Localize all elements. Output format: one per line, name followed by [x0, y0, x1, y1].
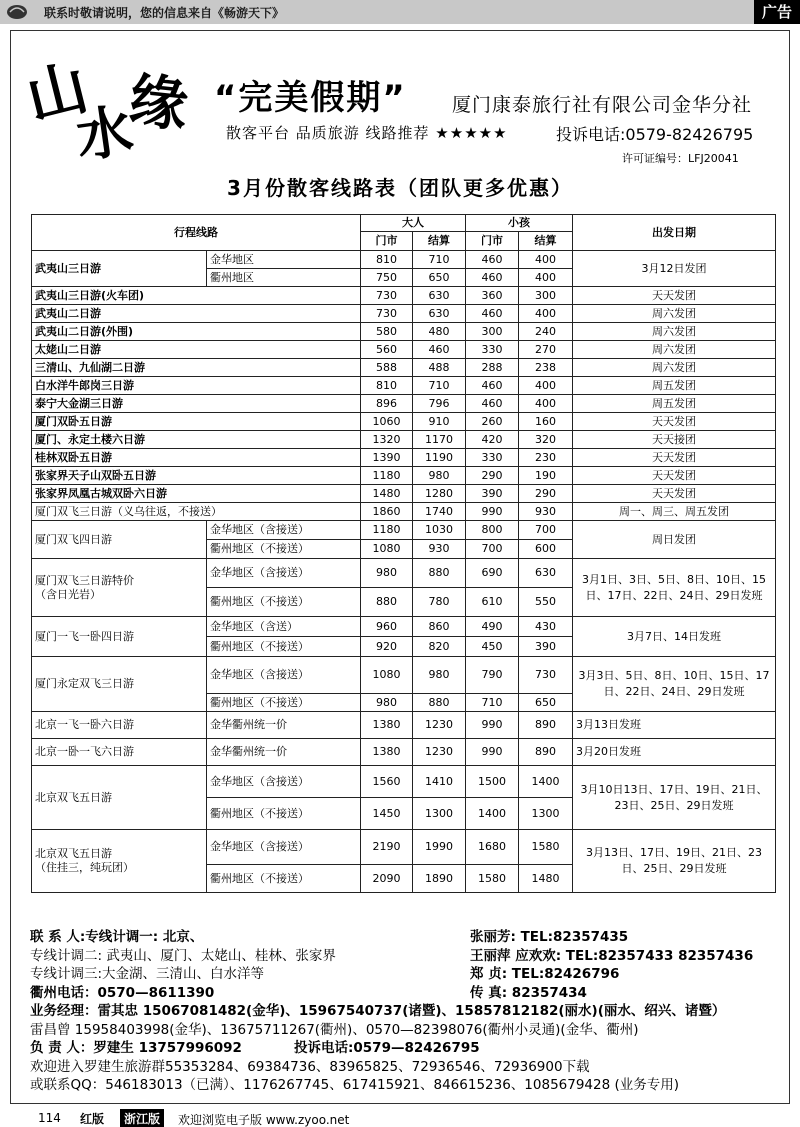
- route-name: 泰宁大金湖三日游: [32, 395, 361, 413]
- table-row: [32, 657, 776, 694]
- region: 金华地区（含接送）: [207, 766, 361, 798]
- child-market: 1500: [466, 766, 519, 798]
- company-name: 厦门康泰旅行社有限公司金华分社: [452, 94, 753, 116]
- adult-settle: 1990: [413, 830, 466, 865]
- child-market: 1580: [466, 865, 519, 893]
- child-market: 1680: [466, 830, 519, 865]
- departure-date: 天天发团: [573, 449, 776, 467]
- route-table: [31, 214, 776, 893]
- departure-date: 天天发团: [573, 467, 776, 485]
- contact-dispatcher-3: 专线计调三:大金湖、三清山、白水洋等: [30, 966, 265, 982]
- adult-market: 980: [361, 559, 413, 588]
- contact-dispatcher-1: 联 系 人:专线计调一: 北京、: [30, 929, 204, 945]
- header-child-market: 门市: [466, 232, 519, 251]
- region: 金华地区（含送）: [207, 617, 361, 637]
- child-market: 800: [466, 521, 519, 540]
- child-settle: 1300: [519, 798, 573, 830]
- region: 衢州地区（不接送）: [207, 540, 361, 559]
- brand-logo: [19, 46, 220, 171]
- region: 衢州地区（不接送）: [207, 694, 361, 712]
- table-row: [32, 467, 776, 485]
- slogan: 散客平台 品质旅游 线路推荐 ★★★★★: [226, 124, 508, 142]
- adult-market: 730: [361, 305, 413, 323]
- adult-market: 1180: [361, 467, 413, 485]
- table-row: [32, 395, 776, 413]
- contact-line: [30, 1039, 790, 1058]
- ad-label: 广告: [754, 0, 800, 24]
- region-badge: 浙江版: [120, 1109, 164, 1127]
- child-settle: 700: [519, 521, 573, 540]
- adult-market: 1380: [361, 739, 413, 766]
- table-row: [32, 323, 776, 341]
- route-name: 武夷山三日游: [32, 251, 207, 287]
- child-settle: 270: [519, 341, 573, 359]
- adult-settle: 880: [413, 559, 466, 588]
- child-market: 700: [466, 540, 519, 559]
- child-market: 360: [466, 287, 519, 305]
- region: 衢州地区（不接送）: [207, 798, 361, 830]
- child-market: 460: [466, 251, 519, 269]
- route-name: 厦门永定双飞三日游: [32, 657, 207, 712]
- adult-market: 810: [361, 377, 413, 395]
- departure-date: 3月12日发团: [573, 251, 776, 287]
- child-market: 460: [466, 269, 519, 287]
- region: 衢州地区（不接送）: [207, 588, 361, 617]
- route-name: 三清山、九仙湖二日游: [32, 359, 361, 377]
- child-market: 260: [466, 413, 519, 431]
- contact-line: [30, 965, 790, 984]
- adult-market: 1060: [361, 413, 413, 431]
- child-market: 790: [466, 657, 519, 694]
- adult-market: 1320: [361, 431, 413, 449]
- table-row: [32, 521, 776, 540]
- website-link[interactable]: 欢迎浏览电子版 www.zyoo.net: [178, 1113, 350, 1127]
- adult-market: 1180: [361, 521, 413, 540]
- region: 金华地区（含接送）: [207, 657, 361, 694]
- route-name: 厦门双飞三日游（义乌往返，不接送）: [32, 503, 361, 521]
- route-name: 厦门双卧五日游: [32, 413, 361, 431]
- departure-date: 天天发团: [573, 287, 776, 305]
- table-row: [32, 305, 776, 323]
- adult-settle: 980: [413, 657, 466, 694]
- adult-settle: 1230: [413, 739, 466, 766]
- child-market: 330: [466, 449, 519, 467]
- child-market: 490: [466, 617, 519, 637]
- qq-info: 或联系QQ：546183013（已满）、1176267745、617415921、846615236、1085679428 (业务专用): [30, 1077, 680, 1093]
- child-market: 460: [466, 395, 519, 413]
- departure-date: 天天接团: [573, 431, 776, 449]
- departure-date: 3月7日、14日发班: [573, 617, 776, 657]
- contact-phone-2: 王丽萍 应欢欢: TEL:82357433 82357436: [470, 947, 754, 964]
- departure-date: 周日发团: [573, 521, 776, 559]
- child-settle: 400: [519, 251, 573, 269]
- departure-date: 周六发团: [573, 305, 776, 323]
- complaint-phone-footer: 投诉电话:0579—82426795: [294, 1040, 480, 1056]
- child-market: 710: [466, 694, 519, 712]
- child-market: 460: [466, 377, 519, 395]
- departure-date: 天天发团: [573, 413, 776, 431]
- child-settle: 400: [519, 377, 573, 395]
- child-settle: 930: [519, 503, 573, 521]
- adult-market: 1560: [361, 766, 413, 798]
- child-market: 450: [466, 637, 519, 657]
- child-settle: 160: [519, 413, 573, 431]
- region: 金华地区（含接送）: [207, 521, 361, 540]
- table-row: [32, 766, 776, 798]
- route-name: 北京一卧一飞六日游: [32, 739, 207, 766]
- child-market: 288: [466, 359, 519, 377]
- header-adult: 大人: [361, 215, 466, 232]
- contact-line: [30, 984, 790, 1003]
- adult-settle: 460: [413, 341, 466, 359]
- header-route: 行程线路: [32, 215, 361, 251]
- child-settle: 400: [519, 305, 573, 323]
- table-row: [32, 559, 776, 588]
- table-row: [32, 287, 776, 305]
- child-settle: 300: [519, 287, 573, 305]
- adult-market: 880: [361, 588, 413, 617]
- child-settle: 890: [519, 739, 573, 766]
- child-settle: 190: [519, 467, 573, 485]
- child-settle: 890: [519, 712, 573, 739]
- child-market: 460: [466, 305, 519, 323]
- region: 金华地区（含接送）: [207, 559, 361, 588]
- page-footer: [0, 1108, 800, 1127]
- departure-date: 3月20日发班: [573, 739, 776, 766]
- child-settle: 550: [519, 588, 573, 617]
- contact-phone-1: 张丽芳: TEL:82357435: [470, 929, 629, 945]
- route-name: 武夷山三日游(火车团): [32, 287, 361, 305]
- adult-market: 580: [361, 323, 413, 341]
- table-row: [32, 359, 776, 377]
- departure-date: 3月3日、5日、8日、10日、15日、17日、22日、24日、29日发班: [573, 657, 776, 712]
- child-settle: 320: [519, 431, 573, 449]
- adult-settle: 880: [413, 694, 466, 712]
- top-banner: [0, 0, 800, 24]
- region: 衢州地区（不接送）: [207, 637, 361, 657]
- adult-market: 1080: [361, 657, 413, 694]
- adult-market: 2190: [361, 830, 413, 865]
- table-row: [32, 503, 776, 521]
- route-name: 厦门、永定土楼六日游: [32, 431, 361, 449]
- business-manager: 业务经理：雷其忠 15067081482(金华)、15967540737(诸暨)、15857812182(丽水)(丽水、绍兴、诸暨）: [30, 1003, 726, 1019]
- table-row: [32, 830, 776, 865]
- header-child-settle: 结算: [519, 232, 573, 251]
- route-name: 厦门双飞四日游: [32, 521, 207, 559]
- adult-settle: 1300: [413, 798, 466, 830]
- child-settle: 390: [519, 637, 573, 657]
- child-market: 300: [466, 323, 519, 341]
- route-name: 武夷山二日游: [32, 305, 361, 323]
- child-settle: 1400: [519, 766, 573, 798]
- adult-settle: 780: [413, 588, 466, 617]
- adult-market: 1390: [361, 449, 413, 467]
- adult-settle: 1890: [413, 865, 466, 893]
- departure-date: 周五发团: [573, 395, 776, 413]
- adult-settle: 1230: [413, 712, 466, 739]
- adult-market: 1480: [361, 485, 413, 503]
- table-row: [32, 377, 776, 395]
- contact-info: [30, 928, 790, 1095]
- table-row: [32, 251, 776, 269]
- route-name: 北京一飞一卧六日游: [32, 712, 207, 739]
- child-settle: 730: [519, 657, 573, 694]
- child-settle: 630: [519, 559, 573, 588]
- route-name: 张家界天子山双卧五日游: [32, 467, 361, 485]
- table-row: [32, 617, 776, 637]
- region: 金华地区: [207, 251, 361, 269]
- headline: “完美假期”: [214, 78, 407, 118]
- contact-phone-3: 郑 贞: TEL:82426796: [470, 966, 620, 982]
- child-market: 990: [466, 739, 519, 766]
- adult-market: 896: [361, 395, 413, 413]
- route-name: 太姥山二日游: [32, 341, 361, 359]
- table-row: [32, 485, 776, 503]
- adult-settle: 860: [413, 617, 466, 637]
- child-settle: 290: [519, 485, 573, 503]
- region: 衢州地区（不接送）: [207, 865, 361, 893]
- child-market: 990: [466, 712, 519, 739]
- child-settle: 230: [519, 449, 573, 467]
- header-adult-settle: 结算: [413, 232, 466, 251]
- adult-settle: 1190: [413, 449, 466, 467]
- departure-date: 周六发团: [573, 323, 776, 341]
- table-row: [32, 431, 776, 449]
- route-name: 张家界凤凰古城双卧六日游: [32, 485, 361, 503]
- adult-settle: 1740: [413, 503, 466, 521]
- logo-char-3: 缘: [126, 66, 191, 140]
- contact-line: [30, 947, 790, 966]
- adult-market: 750: [361, 269, 413, 287]
- quzhou-phone: 衢州电话：0570—8611390: [30, 984, 215, 1001]
- adult-market: 810: [361, 251, 413, 269]
- region: 金华地区（含接送）: [207, 830, 361, 865]
- adult-settle: 630: [413, 305, 466, 323]
- route-name: 桂林双卧五日游: [32, 449, 361, 467]
- adult-settle: 980: [413, 467, 466, 485]
- child-settle: 400: [519, 395, 573, 413]
- adult-settle: 910: [413, 413, 466, 431]
- table-row: [32, 341, 776, 359]
- contact-line: [30, 928, 790, 947]
- adult-settle: 820: [413, 637, 466, 657]
- child-settle: 1480: [519, 865, 573, 893]
- adult-settle: 488: [413, 359, 466, 377]
- adult-settle: 710: [413, 251, 466, 269]
- child-market: 690: [466, 559, 519, 588]
- departure-date: 3月13日发班: [573, 712, 776, 739]
- child-market: 1400: [466, 798, 519, 830]
- child-market: 330: [466, 341, 519, 359]
- adult-settle: 930: [413, 540, 466, 559]
- child-settle: 650: [519, 694, 573, 712]
- departure-date: 天天发团: [573, 485, 776, 503]
- table-row: [32, 449, 776, 467]
- table-row: [32, 712, 776, 739]
- child-market: 420: [466, 431, 519, 449]
- adult-market: 920: [361, 637, 413, 657]
- departure-date: 周一、周三、周五发团: [573, 503, 776, 521]
- complaint-phone: 投诉电话:0579-82426795: [556, 125, 754, 144]
- child-market: 290: [466, 467, 519, 485]
- adult-settle: 650: [413, 269, 466, 287]
- child-settle: 430: [519, 617, 573, 637]
- table-row: [32, 413, 776, 431]
- adult-market: 560: [361, 341, 413, 359]
- adult-market: 1380: [361, 712, 413, 739]
- departure-date: 3月13日、17日、19日、21日、23日、25日、29日发班: [573, 830, 776, 893]
- adult-settle: 710: [413, 377, 466, 395]
- adult-market: 1450: [361, 798, 413, 830]
- route-name: 北京双飞五日游: [32, 766, 207, 830]
- adult-settle: 1410: [413, 766, 466, 798]
- departure-date: 周五发团: [573, 377, 776, 395]
- child-settle: 240: [519, 323, 573, 341]
- adult-settle: 796: [413, 395, 466, 413]
- adult-settle: 1170: [413, 431, 466, 449]
- logo-char-2: 水: [72, 97, 137, 171]
- group-info: 欢迎进入罗建生旅游群55353284、69384736、83965825、72936546、72936900下载: [30, 1058, 590, 1075]
- departure-date: 周六发团: [573, 359, 776, 377]
- person-in-charge: 负 责 人：罗建生 13757996092: [30, 1040, 242, 1056]
- travel-logo-icon: [6, 3, 28, 20]
- adult-market: 1080: [361, 540, 413, 559]
- child-market: 610: [466, 588, 519, 617]
- child-settle: 400: [519, 269, 573, 287]
- route-name: 白水洋牛郎岗三日游: [32, 377, 361, 395]
- logo-char-1: 山: [19, 53, 91, 135]
- adult-settle: 1030: [413, 521, 466, 540]
- child-market: 990: [466, 503, 519, 521]
- source-note: 联系时敬请说明，您的信息来自《畅游天下》: [44, 6, 285, 20]
- fax-number: 传 真: 82357434: [470, 984, 587, 1001]
- adult-settle: 630: [413, 287, 466, 305]
- adult-market: 588: [361, 359, 413, 377]
- business-manager-2: 雷昌曾 15958403998(金华)、13675711267(衢州)、0570—82398076(衢州小灵通)(金华、衢州): [30, 1021, 639, 1038]
- adult-market: 960: [361, 617, 413, 637]
- child-market: 390: [466, 485, 519, 503]
- departure-date: 3月1日、3日、5日、8日、10日、15日、17日、22日、24日、29日发班: [573, 559, 776, 617]
- region: 金华衢州统一价: [207, 739, 361, 766]
- route-name: 武夷山二日游(外围): [32, 323, 361, 341]
- child-settle: 600: [519, 540, 573, 559]
- license-number: 许可证编号：LFJ20041: [622, 152, 739, 165]
- adult-settle: 480: [413, 323, 466, 341]
- child-settle: 1580: [519, 830, 573, 865]
- route-name: 厦门一飞一卧四日游: [32, 617, 207, 657]
- departure-date: 3月10日13日、17日、19日、21日、23日、25日、29日发班: [573, 766, 776, 830]
- region: 衢州地区: [207, 269, 361, 287]
- adult-market: 2090: [361, 865, 413, 893]
- page-number: 114: [38, 1111, 61, 1125]
- child-settle: 238: [519, 359, 573, 377]
- page-title: 3月份散客线路表（团队更多优惠）: [227, 176, 573, 200]
- adult-market: 730: [361, 287, 413, 305]
- route-name: 厦门双飞三日游特价 （含日光岩）: [32, 559, 207, 617]
- edition-label: 红版: [80, 1112, 105, 1126]
- contact-dispatcher-2: 专线计调二: 武夷山、厦门、太姥山、桂林、张家界: [30, 947, 336, 964]
- header-date: 出发日期: [573, 215, 776, 251]
- header-child: 小孩: [466, 215, 573, 232]
- route-name: 北京双飞五日游 （住挂三，纯玩团）: [32, 830, 207, 893]
- departure-date: 周六发团: [573, 341, 776, 359]
- adult-market: 1860: [361, 503, 413, 521]
- adult-market: 980: [361, 694, 413, 712]
- region: 金华衢州统一价: [207, 712, 361, 739]
- header-adult-market: 门市: [361, 232, 413, 251]
- adult-settle: 1280: [413, 485, 466, 503]
- table-row: [32, 739, 776, 766]
